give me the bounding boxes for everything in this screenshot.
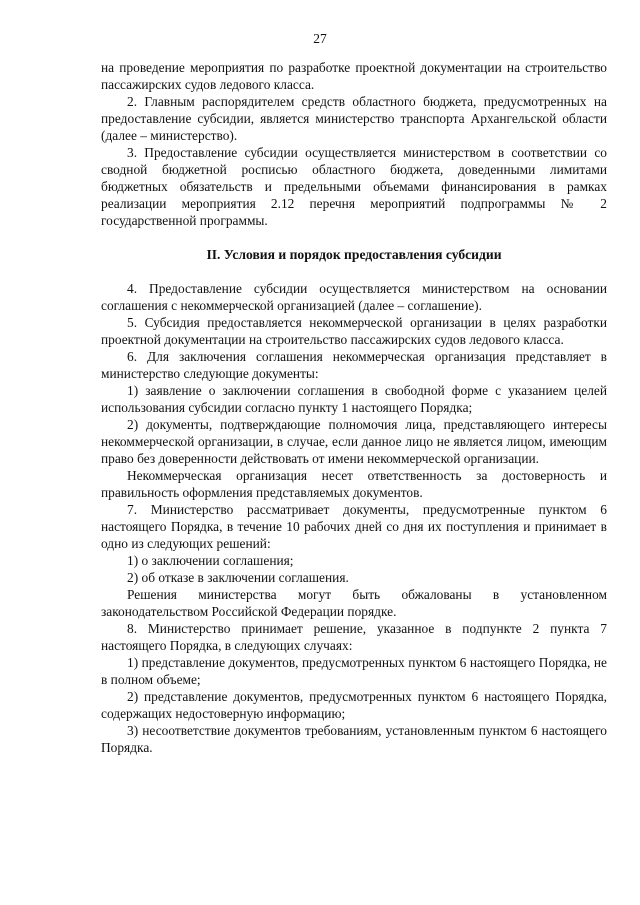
paragraph-6-item-2: 2) документы, подтверждающие полномочия лица, представляющего интересы некоммерческой организации, в случае, если данное лицо не является лицом, имеющим право без доверенности действовать от имени некоммерческой организации. (101, 417, 607, 466)
paragraph-responsibility: Некоммерческая организация несет ответственность за достоверность и правильность оформления представляемых документов. (101, 468, 607, 500)
paragraph-7: 7. Министерство рассматривает документы, предусмотренные пунктом 6 настоящего Порядка, в течение 10 рабочих дней со дня их поступления и принимает в одно из следующих решений: (101, 502, 607, 551)
paragraph-6-item-1: 1) заявление о заключении соглашения в свободной форме с указанием целей использования субсидии согласно пункту 1 настоящего Порядка; (101, 383, 607, 415)
section-heading: II. Условия и порядок предоставления субсидии (206, 247, 502, 262)
paragraph-8-item-2: 2) представление документов, предусмотренных пунктом 6 настоящего Порядка, содержащих недостоверную информацию; (101, 689, 607, 721)
paragraph-3: 3. Предоставление субсидии осуществляется министерством в соответствии со сводной бюджетной росписью областного бюджета, доведенными лимитами бюджетных обязательств и предельными объемами финансирования в рамках реализации мероприятия 2.12 перечня мероприятий подпрограммы № 2 государственной программы. (101, 145, 607, 228)
paragraph-8-item-3: 3) несоответствие документов требованиям, установленным пунктом 6 настоящего Порядка. (101, 723, 607, 755)
paragraph-8-item-1: 1) представление документов, предусмотренных пунктом 6 настоящего Порядка, не в полном объеме; (101, 655, 607, 687)
page-number: 27 (313, 31, 327, 46)
paragraph-7-item-2: 2) об отказе в заключении соглашения. (127, 570, 349, 585)
paragraph-continuation: на проведение мероприятия по разработке проектной документации на строительство пассажирских судов ледового класса. (101, 60, 607, 92)
document-body (101, 59, 607, 756)
paragraph-4: 4. Предоставление субсидии осуществляется министерством на основании соглашения с некоммерческой организацией (далее – соглашение). (101, 281, 607, 313)
paragraph-8: 8. Министерство принимает решение, указанное в подпункте 2 пункта 7 настоящего Порядка, в следующих случаях: (101, 621, 607, 653)
paragraph-7-item-1: 1) о заключении соглашения; (127, 553, 294, 568)
paragraph-appeal: Решения министерства могут быть обжалованы в установленном законодательством Российской Федерации порядке. (101, 587, 607, 619)
paragraph-6: 6. Для заключения соглашения некоммерческая организация представляет в министерство следующие документы: (101, 349, 607, 381)
paragraph-5: 5. Субсидия предоставляется некоммерческой организации в целях разработки проектной документации на строительство пассажирских судов ледового класса. (101, 315, 607, 347)
paragraph-2: 2. Главным распорядителем средств областного бюджета, предусмотренных на предоставление субсидии, является министерство транспорта Архангельской области (далее – министерство). (101, 94, 607, 143)
